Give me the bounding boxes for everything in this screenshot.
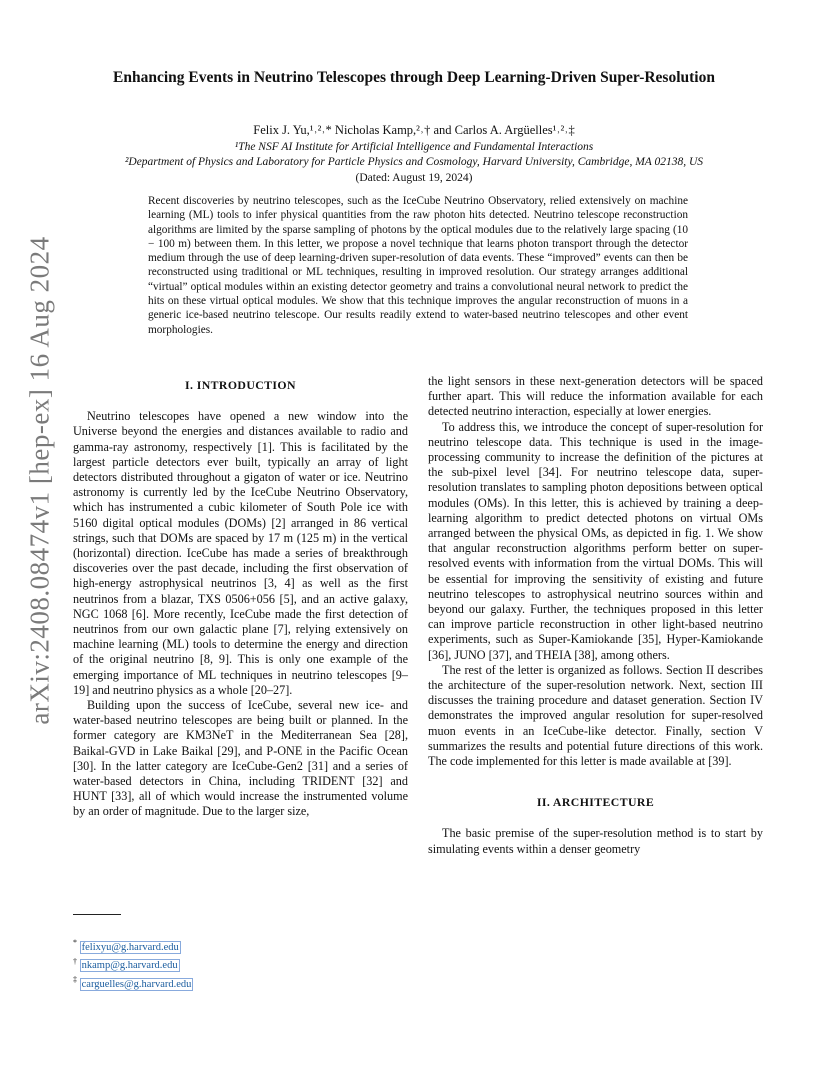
footnote-2-mark: † <box>73 956 77 966</box>
email-link-felixyu[interactable]: felixyu@g.harvard.edu <box>81 941 179 953</box>
abstract: Recent discoveries by neutrino telescopes, such as the IceCube Neutrino Observatory, relied extensively on machine learning (ML) tools to infer physical quantities from the raw photon hits detected. Neutrino telescope reconstruction algorithms are limited by the sparse sampling of photons by the optical modules due to the relatively large spacing (10 − 100 m) between them. In this letter, we propose a novel technique that learns photon transport through the detector medium through the use of deep learning-driven super-resolution of data events. These “improved” events can then be reconstructed using traditional or ML techniques, resulting in improved resolution. Our strategy arranges additional “virtual” optical modules within an existing detector geometry and trains a convolutional neural network to predict the hits on these virtual optical modules. We show that this technique improves the angular reconstruction of muons in a generic ice-based neutrino telescope. Our results readily extend to water-based neutrino telescopes and other event morphologies. <box>148 195 688 336</box>
footnote-divider <box>73 914 121 915</box>
email-link-nkamp[interactable]: nkamp@g.harvard.edu <box>81 960 178 971</box>
author-list: Felix J. Yu,¹˒²˒* Nicholas Kamp,²˒† and Carlos A. Argüelles¹˒²˒‡ <box>253 123 575 137</box>
arxiv-identifier: arXiv:2408.08474v1 [hep-ex] 16 Aug 2024 <box>24 235 55 725</box>
email-link-carguelles[interactable]: carguelles@g.harvard.edu <box>81 978 192 990</box>
intro-paragraph-5: The rest of the letter is organized as follows. Section II describes the architecture of the super-resolution network. Next, section III discusses the training procedure and dataset generation. Section IV demonstrates the improved angular resolution for super-resolved muon events in an IceCube-like detector. Finally, section V summarizes the results and potential future directions of this work. The code implemented for this letter is made available at [39]. <box>428 662 763 769</box>
dated-line: (Dated: August 19, 2024) <box>355 172 473 184</box>
arxiv-sidebar <box>10 235 70 725</box>
intro-paragraph-1: Neutrino telescopes have opened a new window into the Universe beyond the energies and distances available to radio and gamma-ray astronomy, respectively [1]. This is facilitated by the largest particle detectors ever built, typically an array of light detectors distributed throughout a gigaton of water or ice. Neutrino astronomy is currently led by the IceCube Neutrino Observatory, which has instrumented a cubic kilometer of South Pole ice with 5160 digital optical modules (DOMs) [2] arranged in 86 vertical strings, such that DOMs are spaced by 17 m (125 m) in the vertical (horizontal) direction. IceCube has made a series of breakthrough discoveries over the past decade, including the first observation of high-energy astrophysical neutrinos [3, 4] as well as the first neutrinos from a blazar, TXS 0506+056 [5], and an active galaxy, NGC 1068 [6]. More recently, IceCube made the first detection of neutrinos from our own galactic plane [7], relying extensively on machine learning (ML) tools to determine the energy and direction of the original neutrino [8, 9]. This is only one example of the emerging importance of ML techniques in neutrino telescopes [9–19] and neutrino physics as a whole [20–27]. <box>73 409 408 697</box>
paper-title: Enhancing Events in Neutrino Telescopes through Deep Learning-Driven Super-Resolution <box>113 69 715 86</box>
section-heading-architecture: II. ARCHITECTURE <box>536 795 655 810</box>
architecture-paragraph-1: The basic premise of the super-resolution method is to start by simulating events within a denser geometry <box>428 826 763 856</box>
footnote-1 <box>73 936 373 955</box>
section-heading-introduction: I. INTRODUCTION <box>185 378 296 392</box>
footnote-2 <box>73 955 373 974</box>
left-column <box>73 374 408 820</box>
footnote-1-mark: * <box>73 938 77 947</box>
right-column <box>428 374 763 857</box>
footnotes <box>73 936 373 992</box>
footnote-3-mark: ‡ <box>73 975 77 984</box>
intro-paragraph-2: Building upon the success of IceCube, several new ice- and water-based neutrino telescopes are being built or planned. In the former category are KM3NeT in the Mediterranean Sea [28], Baikal-GVD in Lake Baikal [29], and P-ONE in the Pacific Ocean [30]. In the latter category are IceCube-Gen2 [31] and a series of water-based detectors in China, including TRIDENT [32] and HUNT [33], all of which would increase the instrumented volume by an order of magnitude. Due to the larger size, <box>73 698 408 819</box>
affiliation-1: ¹The NSF AI Institute for Artificial Intelligence and Fundamental Interactions <box>234 141 594 153</box>
affiliation-2: ²Department of Physics and Laboratory for Particle Physics and Cosmology, Harvard University, Cambridge, MA 02138, US <box>124 156 704 168</box>
intro-paragraph-3: the light sensors in these next-generation detectors will be spaced further apart. This will reduce the information available for each detected neutrino interaction, especially at lower energies. <box>428 374 763 419</box>
intro-paragraph-4: To address this, we introduce the concept of super-resolution for neutrino telescope data. This technique is used in the image-processing community to increase the definition of the pictures at the sub-pixel level [34]. For neutrino telescope data, super-resolution translates to sampling photon depositions between optical modules (OMs). In this letter, this is achieved by training a deep-learning algorithm to predict detected photons on virtual OMs arranged between the physical OMs, as depicted in fig. 1. We show that angular reconstruction algorithms perform better on super-resolved events with information from the virtual DOMs. This will be essential for improving the sensitivity of existing and future neutrino telescopes to astrophysical neutrino sources within and beyond our galaxy. Further, the techniques proposed in this letter can improve particle reconstruction in other light-based neutrino experiments, such as Super-Kamiokande [35], Hyper-Kamiokande [36], JUNO [37], and THEIA [38], among others. <box>428 419 763 662</box>
footnote-3 <box>73 973 373 992</box>
